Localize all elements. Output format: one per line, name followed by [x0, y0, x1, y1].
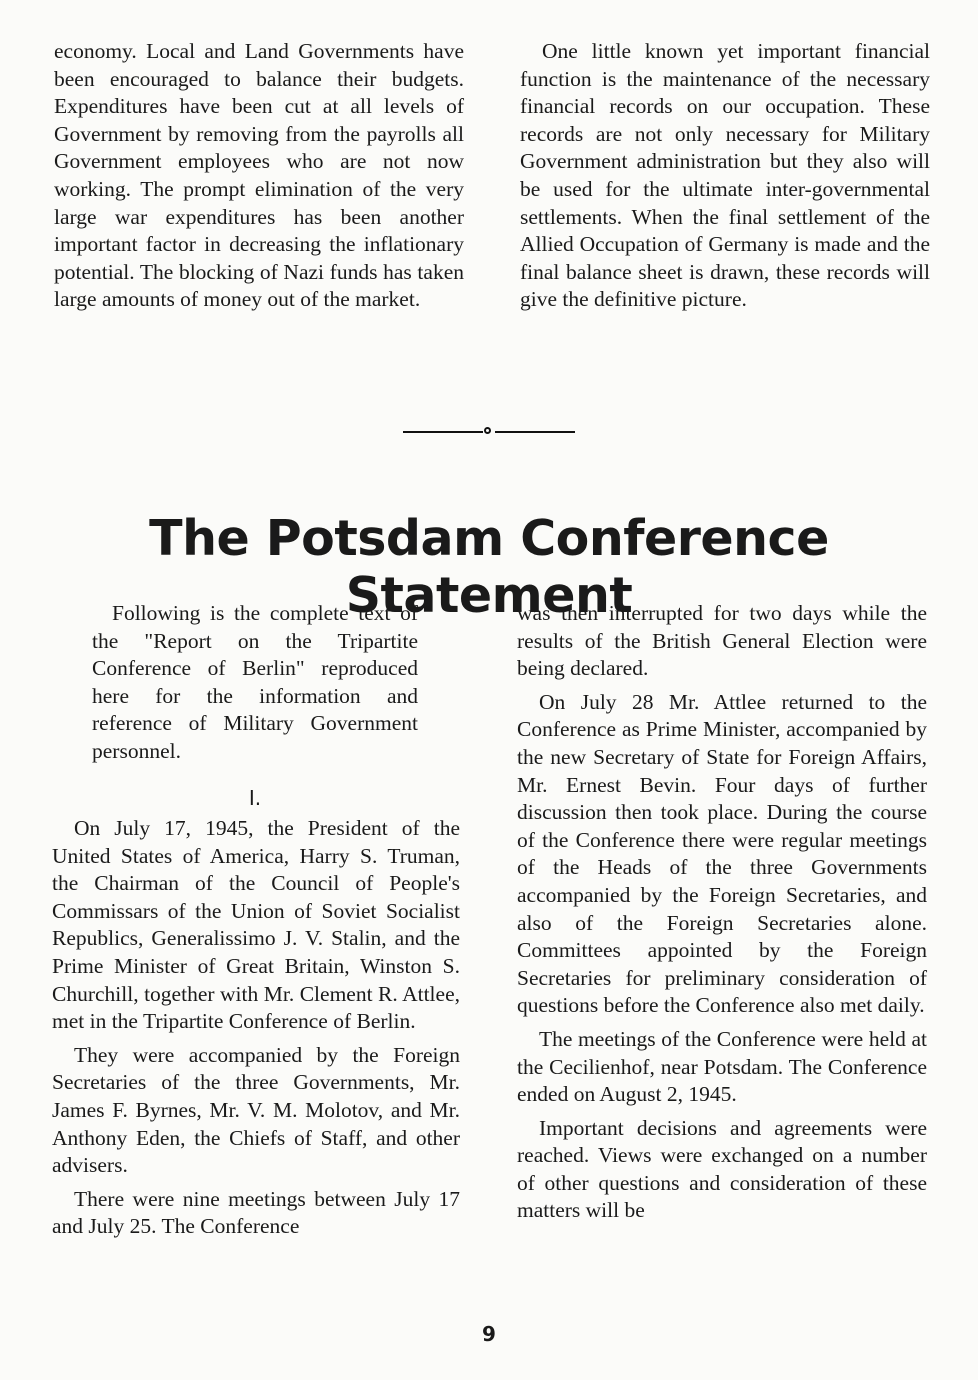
article-paragraph: The meetings of the Conference were held at the Cecilienhof, near Potsdam. The Conference ended on August 2, 1945. [517, 1026, 927, 1107]
intro-text: Following is the complete text of the "Report on the Tripartite Conference of Berlin" reproduced here for the information and reference of Military Government personnel. [92, 601, 418, 763]
top-right-column [520, 38, 930, 314]
article-paragraph: There were nine meetings between July 17 and July 25. The Conference [52, 1186, 460, 1239]
article-paragraph: On July 28 Mr. Attlee returned to the Conference as Prime Minister, accompanied by the new Secretary of State for Foreign Affairs, Mr. Ernest Bevin. Four days of further discussion then took place. During the course of the Conference there were regular meetings of the Heads of the three Governments accompanied by the Foreign Secretaries, and also of the Foreign Secretaries alone. Committees appointed by the Foreign Secretaries for preliminary consideration of questions before the Conference also met daily. [517, 689, 927, 1018]
top-right-paragraph: One little known yet important financial function is the maintenance of the necessary financial records on our occupation. These records are not only necessary for Military Government administration but they also will be used for the ultimate inter-governmental settlements. When the final settlement of the Allied Occupation of Germany is made and the final balance sheet is drawn, these records will give the definitive picture. [520, 39, 930, 312]
article-title: The Potsdam Conference Statement [149, 510, 829, 624]
article-right-column [517, 600, 927, 1225]
section-divider [403, 426, 575, 438]
top-left-paragraph: economy. Local and Land Governments have been encouraged to balance their budgets. Expenditures have been cut at all levels of Government by removing from the payrolls all Government employees who are not now working. The prompt elimination of the very large war expenditures has been another important factor in decreasing the inflationary potential. The blocking of Nazi funds has taken large amounts of money out of the market. [54, 39, 464, 312]
article-paragraph: They were accompanied by the Foreign Secretaries of the three Governments, Mr. James F. Byrnes, Mr. V. M. Molotov, and Mr. Anthony Eden, the Chiefs of Staff, and other advisers. [52, 1042, 460, 1178]
article-paragraph: Important decisions and agreements were reached. Views were exchanged on a number of other questions and consideration of these matters will be [517, 1115, 927, 1223]
article-paragraph: was then interrupted for two days while the results of the British General Election were being declared. [517, 601, 927, 681]
article-left-column [52, 815, 460, 1241]
page-number: 9 [482, 1322, 496, 1346]
article-paragraph: On July 17, 1945, the President of the United States of America, Harry S. Truman, the Chairman of the Council of People's Commissars of the Union of Soviet Socialist Republics, Generalissimo J. V. Stalin, and the Prime Minister of Great Britain, Winston S. Churchill, together with Mr. Clement R. Attlee, met in the Tripartite Conference of Berlin. [52, 816, 460, 1034]
top-left-column [54, 38, 464, 314]
section-number: I. [248, 786, 262, 810]
article-intro [92, 600, 418, 766]
